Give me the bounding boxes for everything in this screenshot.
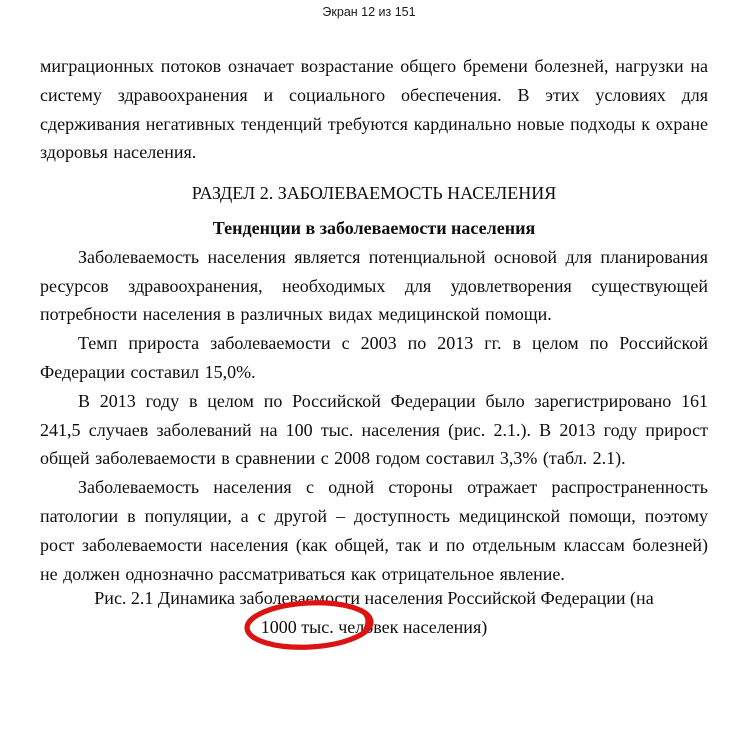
- section-subheading: Тенденции в заболеваемости населения: [212, 217, 536, 238]
- circled-text-value: 1000 тыс.: [260, 616, 334, 637]
- figure-caption-line2: [40, 613, 708, 642]
- paragraph-morbidity-interpretation: Заболеваемость населения с одной стороны отражает распространенность патологии в популяции, а с другой – доступность медицинской помощи, поэтому рост заболеваемости населения (как общей, так и по отдельным классам болезней) не должен однозначно рассматриваться как отрицательное явление.: [40, 477, 708, 584]
- paragraph-intro: миграционных потоков означает возрастание общего бремени болезней, нагрузки на систему здравоохранения и социального обеспечения. В этих условиях для сдерживания негативных тенденций требуются кардинально новые подходы к охране здоровья населения.: [40, 56, 708, 163]
- screen-counter: Экран 12 из 151: [322, 5, 416, 19]
- figure-caption: [40, 584, 708, 641]
- circled-text: [261, 613, 334, 642]
- section-heading: РАЗДЕЛ 2. ЗАБОЛЕВАЕМОСТЬ НАСЕЛЕНИЯ: [191, 183, 557, 204]
- figure-caption-line2-rest: человек населения): [333, 616, 488, 637]
- paragraph-morbidity-basis: Заболеваемость населения является потенциальной основой для планирования ресурсов здравоохранения, необходимых для удовлетворения существующей потребности населения в различных видах медицинской помощи.: [40, 246, 708, 325]
- figure-caption-line1: Рис. 2.1 Динамика заболеваемости населения Российской Федерации (на: [94, 588, 654, 609]
- document-content: [40, 0, 708, 642]
- paragraph-growth-rate: Темп прироста заболеваемости с 2003 по 2013 гг. в целом по Российской Федерации составил 15,0%.: [40, 333, 708, 382]
- paragraph-2013-registered: В 2013 году в целом по Российской Федерации было зарегистрировано 161 241,5 случаев заболеваний на 100 тыс. населения (рис. 2.1.). В 2013 году прирост общей заболеваемости в сравнении с 2008 годом составил 3,3% (табл. 2.1).: [40, 390, 708, 469]
